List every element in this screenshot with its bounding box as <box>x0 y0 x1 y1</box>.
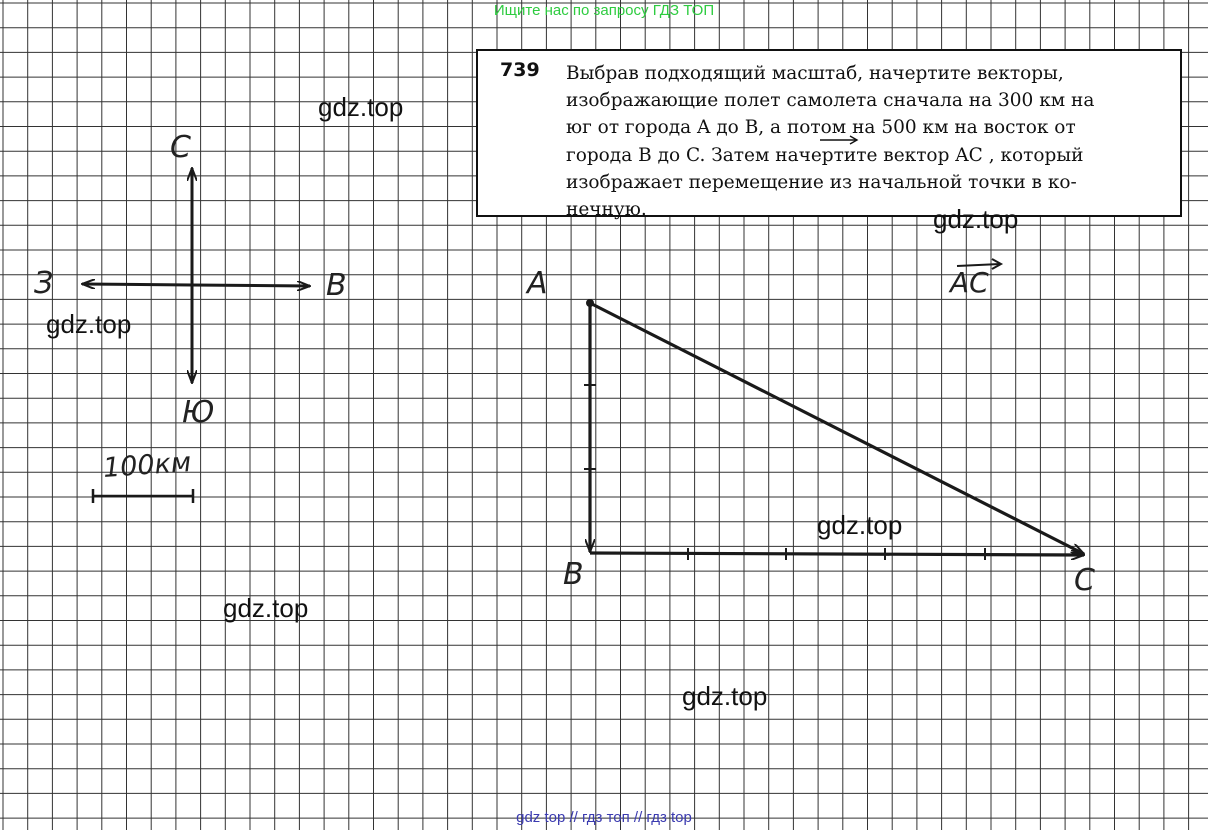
problem-line: нечную. <box>566 199 647 221</box>
problem-line: изображающие полет самолета сначала на 300 км на <box>566 90 1095 112</box>
point-c-label: C <box>1074 563 1095 598</box>
watermark: gdz.top <box>817 510 903 540</box>
watermark: gdz.top <box>682 681 768 711</box>
compass-north-label: С <box>170 130 191 165</box>
problem-line: города B до C. Затем начертите вектор AC , который <box>566 144 1084 166</box>
problem-line: юг от города A до B, а потом на 500 км на восток от <box>566 117 1076 139</box>
east-arrow <box>192 285 310 286</box>
vector-bc <box>590 548 1084 560</box>
top-banner[interactable]: Ищите нас по запросу ГДЗ ТОП <box>493 2 715 19</box>
compass-rose <box>82 168 310 383</box>
vector-ac <box>586 299 1084 554</box>
compass-south-label: Ю <box>182 395 215 430</box>
west-arrow <box>82 284 192 285</box>
scale-bar <box>93 489 193 503</box>
vector-ab <box>584 303 596 552</box>
vector-ac-label: AC <box>950 266 989 299</box>
compass-east-label: В <box>326 268 347 303</box>
watermark: gdz.top <box>223 593 309 623</box>
problem-line: изображает перемещение из начальной точки в ко- <box>566 171 1077 193</box>
problem-line: Выбрав подходящий масштаб, начертите векторы, <box>566 63 1064 84</box>
watermark: gdz.top <box>318 92 404 122</box>
watermark: gdz.top <box>46 309 132 339</box>
compass-west-label: З <box>34 266 54 301</box>
point-b-label: B <box>563 557 584 592</box>
bottom-banner[interactable]: gdz top // гдз топ // гдз top <box>516 809 692 826</box>
scale-label: 100км <box>102 446 193 485</box>
point-a-label: A <box>527 266 548 301</box>
problem-number: 739 <box>500 59 540 81</box>
watermark: gdz.top <box>933 204 1019 234</box>
